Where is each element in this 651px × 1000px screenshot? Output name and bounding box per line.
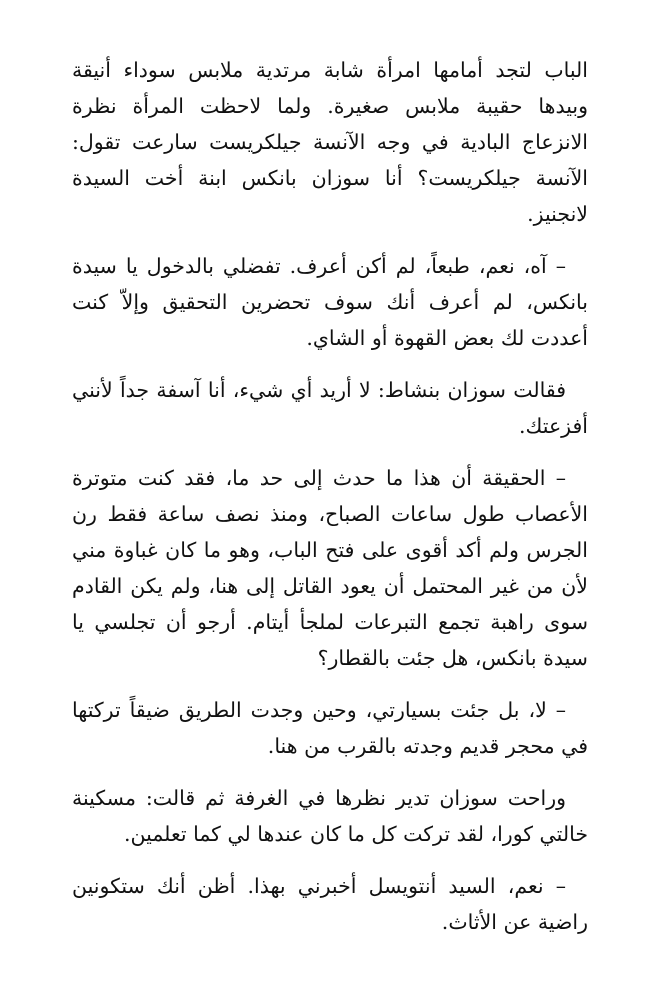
- book-page: [72, 52, 588, 956]
- paragraph-1: الباب لتجد أمامها امرأة شابة مرتدية ملابس سوداء أنيقة وبيدها حقيبة ملابس صغيرة. ولما لاحظت المرأة نظرة الانزعاج البادية في وجه الآنسة جيلكريست سارعت تقول: الآنسة جيلكريست؟ أنا سوزان بانكس ابنة أخت السيدة لانجنيز.: [72, 58, 588, 226]
- paragraph-4: – الحقيقة أن هذا ما حدث إلى حد ما، فقد كنت متوترة الأعصاب طول ساعات الصباح، ومنذ نصف ساعة فقط رن الجرس ولم أكد أقوى على فتح الباب، وهو ما كان غباوة مني لأن من غير المحتمل أن يعود القاتل إلى هنا، ولم يكن القادم سوى راهبة تجمع التبرعات لملجأ أيتام. أرجو أن تجلسي يا سيدة بانكس، هل جئت بالقطار؟: [72, 466, 588, 670]
- paragraph-2: – آه، نعم، طبعاً، لم أكن أعرف. تفضلي بالدخول يا سيدة بانكس، لم أعرف أنك سوف تحضرين التحقيق وإلاّ كنت أعددت لك بعض القهوة أو الشاي.: [72, 254, 588, 350]
- paragraph-5: – لا، بل جئت بسيارتي، وحين وجدت الطريق ضيقاً تركتها في محجر قديم وجدته بالقرب من هنا.: [72, 698, 588, 758]
- paragraph-6: وراحت سوزان تدير نظرها في الغرفة ثم قالت: مسكينة خالتي كورا، لقد تركت كل ما كان عندها لي كما تعلمين.: [72, 786, 588, 846]
- paragraph-7: – نعم، السيد أنتويسل أخبرني بهذا. أظن أنك ستكونين راضية عن الأثاث.: [72, 874, 588, 934]
- paragraph-3: فقالت سوزان بنشاط: لا أريد أي شيء، أنا آسفة جداً لأنني أفزعتك.: [72, 378, 588, 438]
